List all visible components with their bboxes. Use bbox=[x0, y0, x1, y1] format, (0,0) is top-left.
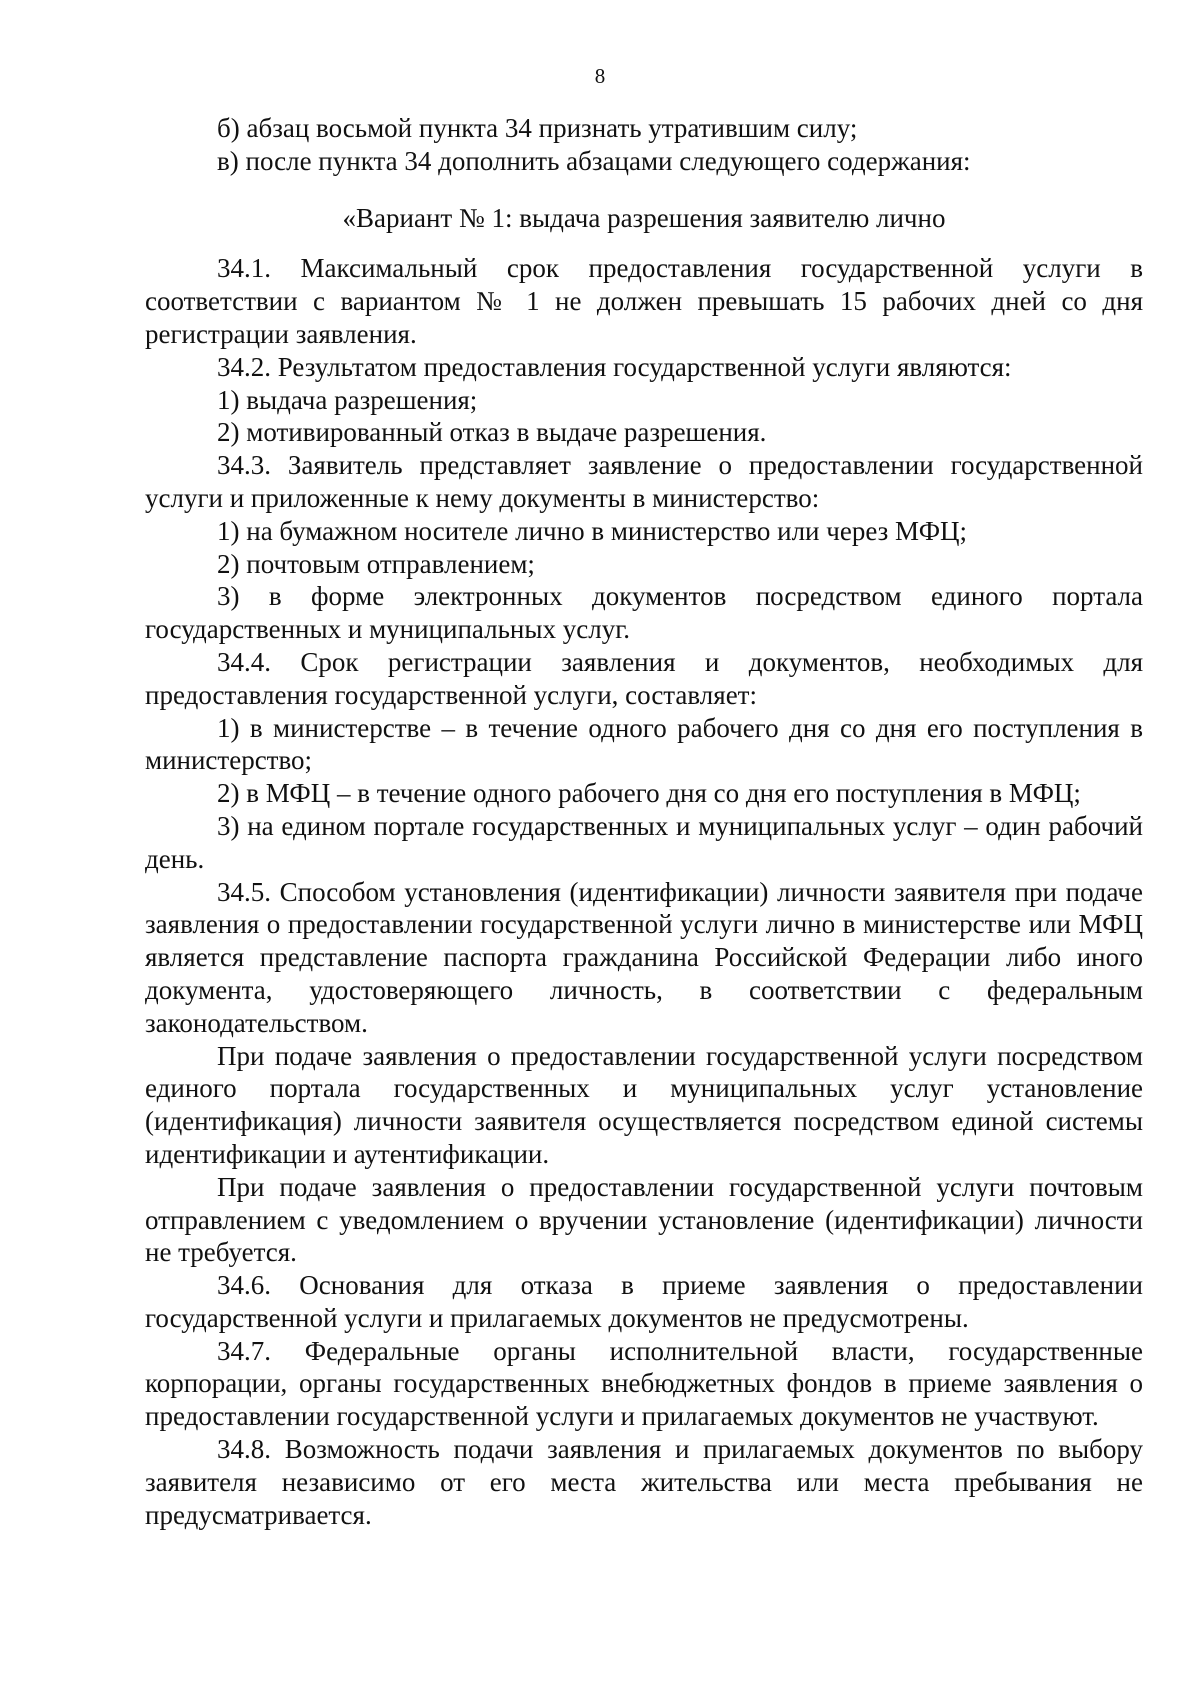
paragraph-34-5-postal: При подаче заявления о предоставлении государственной услуги почтовым отправлением с уведомлением о вручении установление (идентификации) личности не требуется. bbox=[145, 1171, 1143, 1268]
variant-heading: «Вариант № 1: выдача разрешения заявителю лично bbox=[342, 202, 946, 233]
spacer bbox=[145, 234, 1143, 252]
list-item-34-3-1: 1) на бумажном носителе лично в министерство или через МФЦ; bbox=[217, 515, 968, 546]
intro-paragraph-b: б) абзац восьмой пункта 34 признать утратившим силу; bbox=[217, 113, 858, 143]
list-item-34-3-3: 3) в форме электронных документов посредством единого портала государственных и муниципальных услуг. bbox=[145, 581, 1143, 645]
list-item-34-4-2: 2) в МФЦ – в течение одного рабочего дня со дня его поступления в МФЦ; bbox=[217, 778, 1081, 809]
spacer bbox=[145, 178, 1143, 202]
list-item-34-4-3: 3) на едином портале государственных и муниципальных услуг – один рабочий день. bbox=[145, 810, 1143, 874]
list-item-34-3-2: 2) почтовым отправлением; bbox=[217, 548, 535, 579]
intro-paragraph-v: в) после пункта 34 дополнить абзацами следующего содержания: bbox=[217, 145, 971, 176]
paragraph-34-2: 34.2. Результатом предоставления государственной услуги являются: bbox=[217, 351, 1012, 382]
document-body bbox=[145, 112, 1143, 1531]
page-number: 8 bbox=[594, 64, 606, 88]
paragraph-34-7: 34.7. Федеральные органы исполнительной власти, государственные корпорации, органы государственных внебюджетных фондов в приеме заявления о предоставлении государственной услуги и прилагаемых документов не участвуют. bbox=[145, 1335, 1143, 1432]
list-item-34-2-1: 1) выдача разрешения; bbox=[217, 384, 478, 415]
paragraph-34-6: 34.6. Основания для отказа в приеме заявления о предоставлении государственной услуги и прилагаемых документов не предусмотрены. bbox=[145, 1270, 1143, 1333]
paragraph-34-4: 34.4. Срок регистрации заявления и документов, необходимых для предоставления государственной услуги, составляет: bbox=[145, 646, 1143, 710]
paragraph-34-5-portal: При подаче заявления о предоставлении государственной услуги посредством единого портала государственных и муниципальных услуг установление (идентификация) личности заявителя осуществляется посредством единой системы идентификации и аутентификации. bbox=[145, 1040, 1143, 1169]
paragraph-34-3: 34.3. Заявитель представляет заявление о предоставлении государственной услуги и приложенные к нему документы в министерство: bbox=[145, 450, 1143, 513]
list-item-34-2-2: 2) мотивированный отказ в выдаче разрешения. bbox=[217, 417, 767, 448]
paragraph-34-5: 34.5. Способом установления (идентификации) личности заявителя при подаче заявления о предоставлении государственной услуги лично в министерстве или МФЦ является представление паспорта гражданина Российской Федерации либо иного документа, удостоверяющего личность, в соответствии с федеральным законодательством. bbox=[145, 876, 1143, 1038]
paragraph-34-8: 34.8. Возможность подачи заявления и прилагаемых документов по выбору заявителя независимо от его места жительства или места пребывания не предусматривается. bbox=[145, 1434, 1143, 1530]
paragraph-34-1: 34.1. Максимальный срок предоставления государственной услуги в соответствии с вариантом № 1 не должен превышать 15 рабочих дней со дня регистрации заявления. bbox=[145, 253, 1143, 349]
list-item-34-4-1: 1) в министерстве – в течение одного рабочего дня со дня его поступления в министерство; bbox=[145, 712, 1143, 776]
